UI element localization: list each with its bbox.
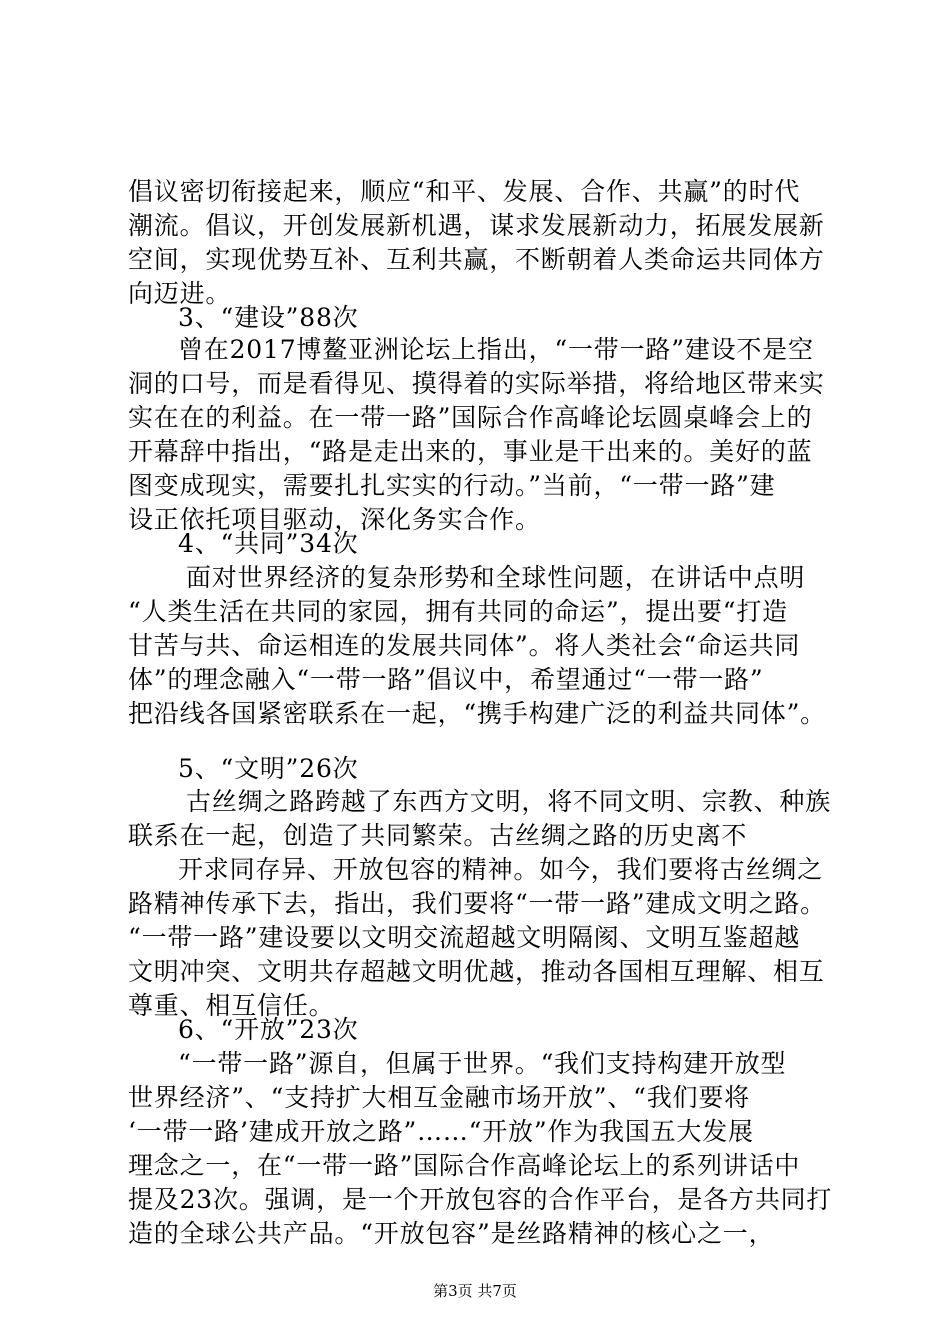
paragraph-line: 体”的理念融入“一带一路”倡议中，希望通过“一带一路”: [128, 665, 764, 694]
paragraph-line: 倡议密切衔接起来，顺应“和平、发展、合作、共赢”的时代: [128, 177, 801, 206]
paragraph-line: 文明冲突、文明共存超越文明优越，推动各国相互理解、相互: [128, 957, 825, 986]
paragraph-line: 世界经济”、“支持扩大相互金融市场开放”、“我们要将: [128, 1083, 750, 1112]
paragraph-line: 空间，实现优势互补、互利共赢，不断朝着人类命运共同体方: [128, 245, 825, 274]
section-heading: 4、“共同”34次: [178, 529, 359, 558]
paragraph-line: “一带一路”源自，但属于世界。“我们支持构建开放型: [178, 1049, 787, 1078]
section-heading: 5、“文明”26次: [178, 754, 359, 783]
paragraph-line: 尊重、相互信任。: [128, 991, 335, 1020]
paragraph-line: 甘苦与共、命运相连的发展共同体”。将人类社会“命运共同: [128, 631, 801, 660]
paragraph-line: 洞的口号，而是看得见、摸得着的实际举措，将给地区带来实: [128, 369, 825, 398]
page-number-footer: 第3页 共7页: [433, 1282, 517, 1300]
paragraph-line: 联系在一起，创造了共同繁荣。古丝绸之路的历史离不: [128, 821, 748, 850]
paragraph-line: ‘一带一路’建成开放之路”……“开放”作为我国五大发展: [128, 1117, 754, 1146]
paragraph-line: 路精神传承下去，指出，我们要将“一带一路”建成文明之路。: [128, 889, 826, 918]
paragraph-line: 潮流。倡议，开创发展新机遇，谋求发展新动力，拓展发展新: [128, 211, 825, 240]
section-heading: 3、“建设”88次: [178, 303, 359, 332]
paragraph-line: 面对世界经济的复杂形势和全球性问题，在讲话中点明: [186, 563, 806, 592]
paragraph-line: 提及23次。强调，是一个开放包容的合作平台，是各方共同打: [128, 1185, 833, 1214]
paragraph-line: 开幕辞中指出，“路是走出来的，事业是干出来的。美好的蓝: [128, 437, 813, 466]
paragraph-line: 实在在的利益。在一带一路”国际合作高峰论坛圆桌峰会上的: [128, 403, 813, 432]
paragraph-line: 开求同存异、开放包容的精神。如今，我们要将古丝绸之: [178, 855, 824, 884]
paragraph-line: 图变成现实，需要扎扎实实的行动。”当前，“一带一路”建: [128, 471, 776, 500]
paragraph-line: 理念之一，在“一带一路”国际合作高峰论坛上的系列讲话中: [128, 1151, 801, 1180]
paragraph-line: 设正依托项目驱动，深化务实合作。: [128, 505, 541, 534]
paragraph-line: 把沿线各国紧密联系在一起，“携手构建广泛的利益共同体”。: [128, 699, 826, 728]
paragraph-line: 古丝绸之路跨越了东西方文明，将不同文明、宗教、种族: [186, 787, 832, 816]
paragraph-line: 造的全球公共产品。“开放包容”是丝路精神的核心之一，: [128, 1219, 775, 1248]
paragraph-line: 向迈进。: [128, 279, 232, 308]
paragraph-line: “人类生活在共同的家园，拥有共同的命运”，提出要“打造: [128, 597, 788, 626]
section-heading: 6、“开放”23次: [178, 1015, 359, 1044]
paragraph-line: “一带一路”建设要以文明交流超越文明隔阂、文明互鉴超越: [128, 923, 801, 952]
paragraph-line: 曾在2017博鳌亚洲论坛上指出，“一带一路”建设不是空: [178, 335, 814, 364]
